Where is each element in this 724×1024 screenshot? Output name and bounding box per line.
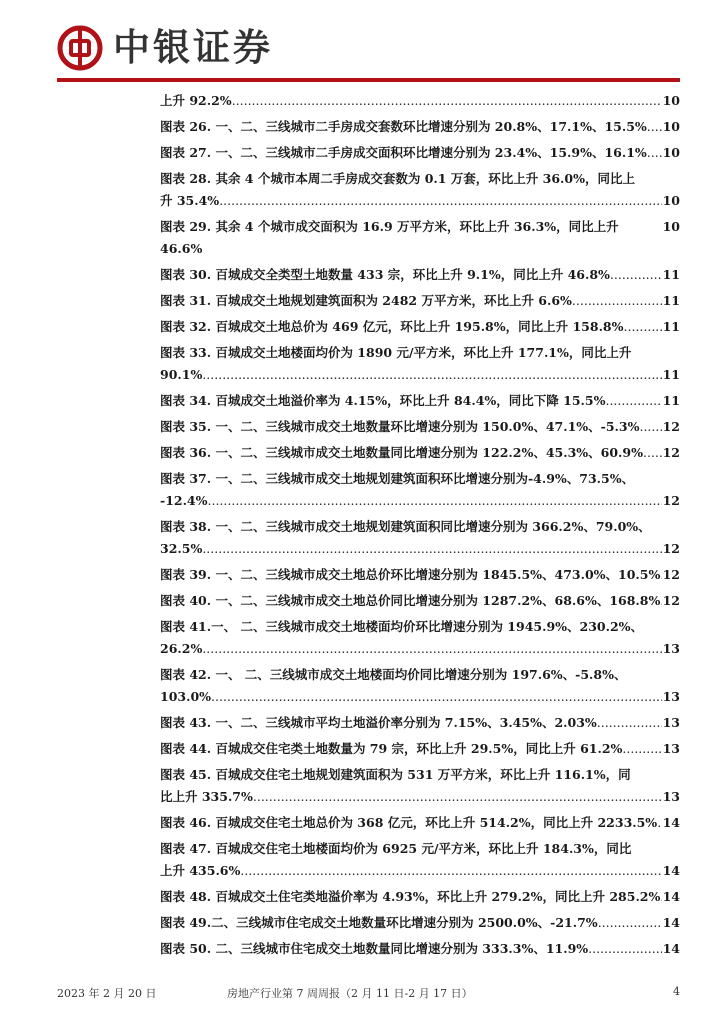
toc-entry-text: 图表 36. 一、二、三线城市成交土地数量同比增速分别为 122.2%、45.3%、60.9% <box>160 445 643 460</box>
toc-entry-text: 26.2% <box>160 641 203 656</box>
toc-entry-text: 图表 42. 一、 二、三线城市成交土地楼面均价同比增速分别为 197.6%、-5.8%、 <box>160 667 627 682</box>
toc-leader-dots <box>202 638 661 660</box>
bank-of-china-logo-icon <box>57 25 103 71</box>
toc-entry-text: 图表 29. 其余 4 个城市成交面积为 16.9 万平方米，环比上升 36.3%，同比上升 46.6% <box>160 219 619 256</box>
toc-entry-text: 图表 49.二、三线城市住宅成交土地数量环比增速分别为 2500.0%、-21.7% <box>160 915 598 930</box>
toc-page-number: 14 <box>662 889 680 904</box>
toc-entry-text: 103.0% <box>160 689 212 704</box>
toc-entry-text: 图表 43. 一、二、三线城市平均土地溢价率分别为 7.15%、3.45%、2.03% <box>160 715 597 730</box>
toc-leader-dots <box>202 538 661 560</box>
toc-entry[interactable] <box>160 764 680 808</box>
toc-entry-text: 图表 35. 一、二、三线城市成交土地数量环比增速分别为 150.0%、47.1%、-5.3% <box>160 419 640 434</box>
brand-name: 中银证券 <box>113 26 273 69</box>
toc-entry-text: 图表 38. 一、二、三线城市成交土地规划建筑面积同比增速分别为 366.2%、79.0%、 <box>160 519 651 534</box>
toc-entry[interactable] <box>160 90 680 112</box>
footer-page-number: 4 <box>673 985 680 998</box>
toc-entry[interactable] <box>160 316 680 338</box>
toc-entry-text: 图表 28. 其余 4 个城市本周二手房成交套数为 0.1 万套，环比上升 36.0%，同比上 <box>160 171 635 186</box>
toc-entry-text: 图表 45. 百城成交住宅土地规划建筑面积为 531 万平方米，环比上升 116.1%，同 <box>160 767 631 782</box>
toc-leader-dots <box>208 490 662 512</box>
toc-entry[interactable] <box>160 264 680 286</box>
toc-page-number: 12 <box>662 493 680 508</box>
toc-entry[interactable] <box>160 390 680 412</box>
toc-entry[interactable] <box>160 564 680 586</box>
toc-entry[interactable] <box>160 664 680 708</box>
toc-entry[interactable] <box>160 812 680 834</box>
toc-leader-dots <box>643 442 662 464</box>
toc-page-number: 10 <box>662 145 680 160</box>
toc-leader-dots <box>572 290 662 312</box>
toc-entry[interactable] <box>160 738 680 760</box>
page-footer <box>57 985 680 1001</box>
toc-entry[interactable] <box>160 168 680 212</box>
toc-leader-dots <box>211 686 662 708</box>
toc-entry-text: 比上升 335.7% <box>160 789 253 804</box>
header-rule <box>57 78 680 82</box>
toc-page-number: 10 <box>662 193 680 208</box>
toc-entry-text: 图表 46. 百城成交住宅土地总价为 368 亿元，环比上升 514.2%，同比上升 2233.5% <box>160 815 658 830</box>
toc-leader-dots <box>622 738 661 760</box>
toc-entry-text: 图表 41.一、 二、三线城市成交土地楼面均价环比增速分别为 1945.9%、230.2%、 <box>160 619 644 634</box>
toc-leader-dots <box>624 316 662 338</box>
toc-page-number: 11 <box>662 393 680 408</box>
toc-entry-text: 图表 44. 百城成交住宅类土地数量为 79 宗，环比上升 29.5%，同比上升 61.2% <box>160 741 623 756</box>
toc-entry[interactable] <box>160 416 680 438</box>
toc-entry[interactable] <box>160 616 680 660</box>
toc-entry-text: 上升 92.2% <box>160 93 232 108</box>
toc-entry-text: 图表 47. 百城成交住宅土地楼面均价为 6925 元/平方米，环比上升 184.3%，同比 <box>160 841 632 856</box>
toc-entry[interactable] <box>160 590 680 612</box>
footer-date: 2023 年 2 月 20 日 <box>57 987 157 1000</box>
toc-entry[interactable] <box>160 442 680 464</box>
toc-entry[interactable] <box>160 516 680 560</box>
toc-entry[interactable] <box>160 468 680 512</box>
toc-entry-text: 图表 33. 百城成交土地楼面均价为 1890 元/平方米，环比上升 177.1%，同比上升 <box>160 345 632 360</box>
toc-leader-dots <box>202 364 661 386</box>
toc-entry-text: -12.4% <box>160 493 208 508</box>
table-of-figures <box>160 90 680 964</box>
toc-page-number: 14 <box>662 915 680 930</box>
toc-leader-dots <box>639 416 661 438</box>
toc-page-number: 14 <box>662 941 680 956</box>
toc-page-number: 12 <box>662 419 680 434</box>
toc-page-number: 14 <box>662 863 680 878</box>
toc-entry-text: 图表 27. 一、二、三线城市二手房成交面积环比增速分别为 23.4%、15.9%、16.1% <box>160 145 647 160</box>
toc-page-number: 13 <box>662 741 680 756</box>
toc-leader-dots <box>598 912 662 934</box>
toc-page-number: 12 <box>662 593 680 608</box>
toc-entry[interactable] <box>160 912 680 934</box>
toc-page-number: 10 <box>662 119 680 134</box>
toc-leader-dots <box>240 860 661 882</box>
toc-entry-text: 90.1% <box>160 367 203 382</box>
toc-entry-text: 图表 34. 百城成交土地溢价率为 4.15%，环比上升 84.4%，同比下降 15.5% <box>160 393 606 408</box>
toc-page-number: 13 <box>662 641 680 656</box>
toc-page-number: 12 <box>662 541 680 556</box>
toc-page-number: 13 <box>662 689 680 704</box>
toc-page-number: 12 <box>662 445 680 460</box>
toc-entry[interactable] <box>160 712 680 734</box>
toc-leader-dots <box>647 116 662 138</box>
toc-page-number: 12 <box>662 567 680 582</box>
toc-entry[interactable] <box>160 838 680 882</box>
toc-entry[interactable] <box>160 290 680 312</box>
toc-leader-dots <box>647 142 662 164</box>
toc-entry[interactable] <box>160 142 680 164</box>
toc-page-number: 10 <box>662 93 680 108</box>
toc-leader-dots <box>605 390 661 412</box>
toc-leader-dots <box>588 938 661 960</box>
toc-entry[interactable] <box>160 342 680 386</box>
toc-page-number: 11 <box>662 367 680 382</box>
toc-leader-dots <box>253 786 662 808</box>
toc-entry-text: 图表 31. 百城成交土地规划建筑面积为 2482 万平方米，环比上升 6.6% <box>160 293 572 308</box>
page-header <box>0 0 724 84</box>
toc-entry-text: 图表 37. 一、二、三线城市成交土地规划建筑面积环比增速分别为-4.9%、73.5%、 <box>160 471 635 486</box>
toc-leader-dots <box>597 712 662 734</box>
toc-entry-text: 上升 435.6% <box>160 863 241 878</box>
toc-entry-text: 图表 48. 百城成交土住宅类地溢价率为 4.93%，环比上升 279.2%，同比上升 285.2% <box>160 889 661 904</box>
toc-page-number: 11 <box>662 319 680 334</box>
toc-leader-dots <box>610 264 662 286</box>
toc-entry[interactable] <box>160 886 680 908</box>
toc-entry-text: 图表 32. 百城成交土地总价为 469 亿元，环比上升 195.8%，同比上升 158.8% <box>160 319 624 334</box>
toc-page-number: 14 <box>662 815 680 830</box>
toc-page-number: 13 <box>662 715 680 730</box>
toc-page-number: 10 <box>662 219 680 234</box>
toc-entry[interactable] <box>160 216 680 260</box>
toc-leader-dots <box>219 190 661 212</box>
toc-entry[interactable] <box>160 938 680 960</box>
footer-report-title: 房地产行业第 7 周周报（2 月 11 日-2 月 17 日） <box>227 987 473 1000</box>
toc-entry-text: 图表 50. 二、三线城市住宅成交土地数量同比增速分别为 333.3%、11.9% <box>160 941 589 956</box>
toc-page-number: 11 <box>662 267 680 282</box>
toc-leader-dots <box>232 90 662 112</box>
toc-page-number: 13 <box>662 789 680 804</box>
toc-entry[interactable] <box>160 116 680 138</box>
toc-entry-text: 图表 40. 一、二、三线城市成交土地总价同比增速分别为 1287.2%、68.6%、168.8% <box>160 593 661 608</box>
toc-entry-text: 升 35.4% <box>160 193 220 208</box>
toc-entry-text: 图表 26. 一、二、三线城市二手房成交套数环比增速分别为 20.8%、17.1%、15.5% <box>160 119 647 134</box>
toc-entry-text: 图表 30. 百城成交全类型土地数量 433 宗，环比上升 9.1%，同比上升 46.8% <box>160 267 610 282</box>
toc-page-number: 11 <box>662 293 680 308</box>
toc-entry-text: 32.5% <box>160 541 203 556</box>
toc-entry-text: 图表 39. 一、二、三线城市成交土地总价环比增速分别为 1845.5%、473.0%、10.5% <box>160 567 661 582</box>
